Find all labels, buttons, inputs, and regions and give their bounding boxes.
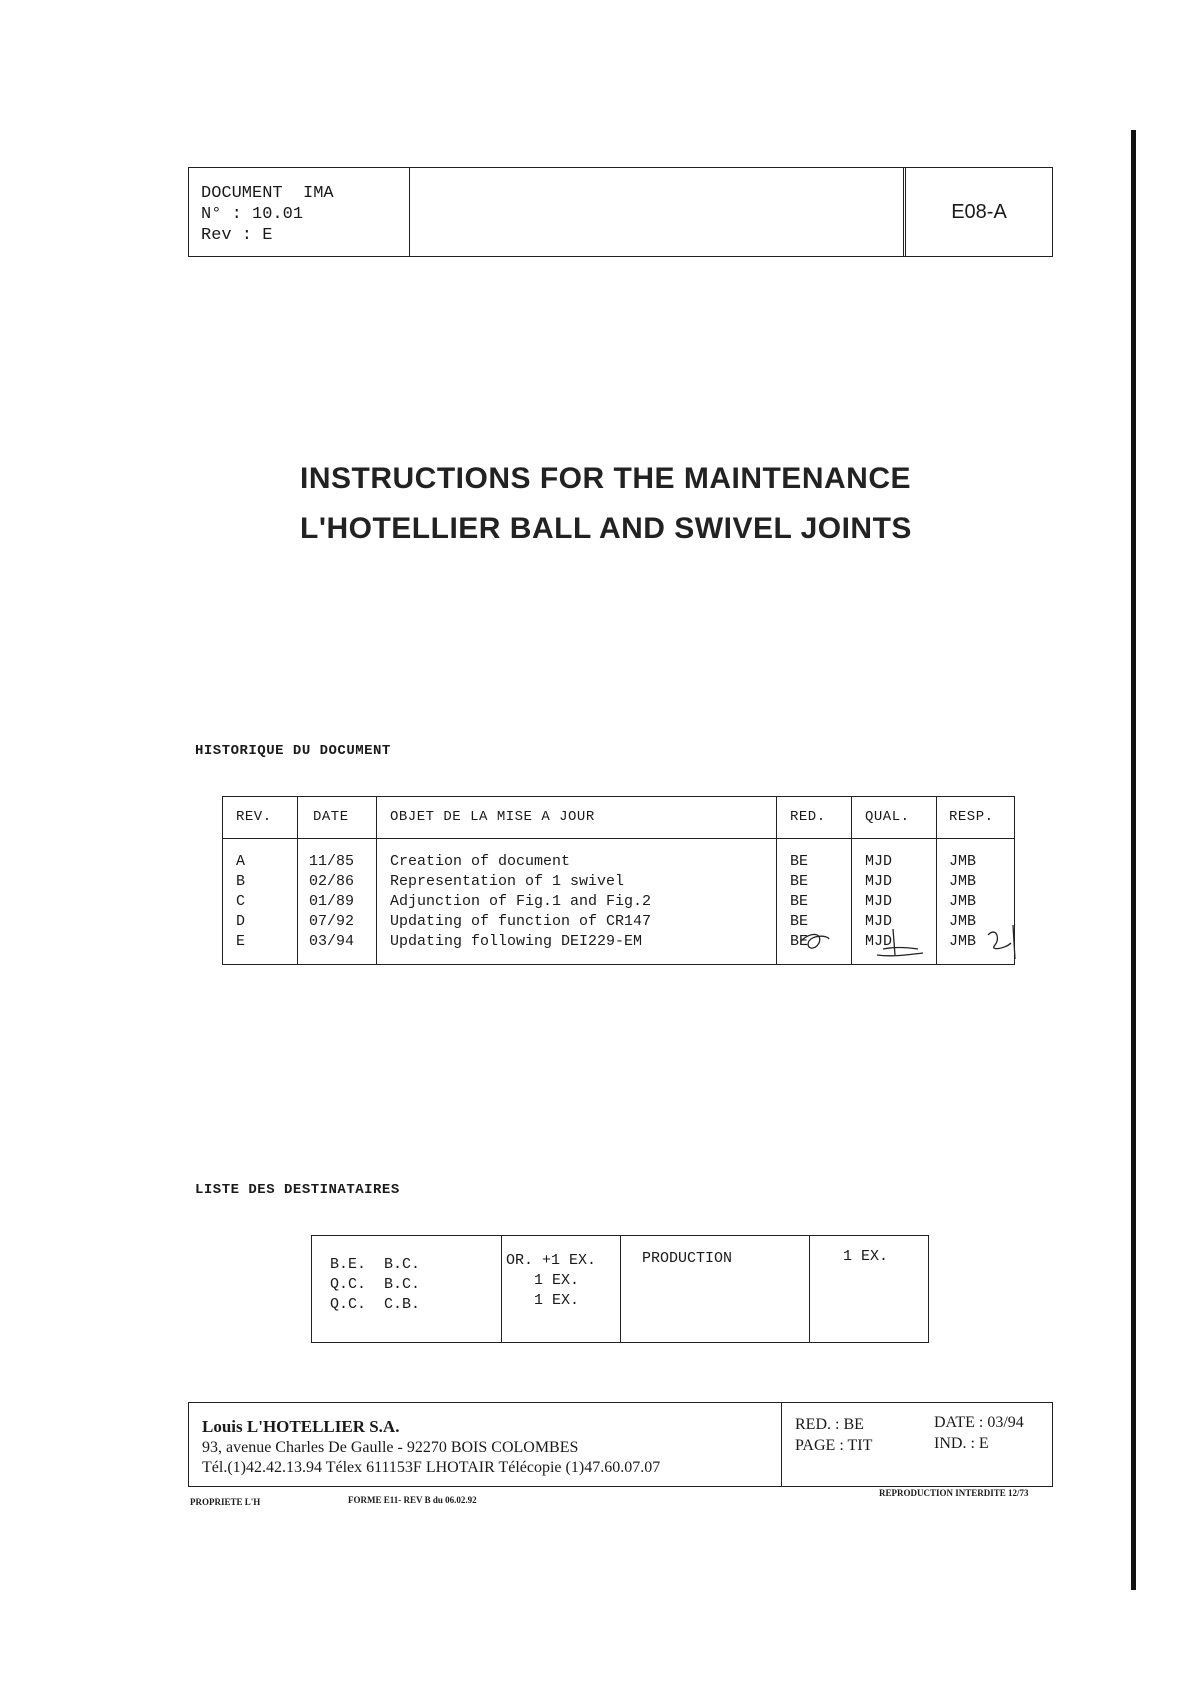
handwritten-initials: [783, 925, 1023, 961]
date-column: [309, 852, 354, 952]
table-row: A: [236, 853, 246, 870]
company-contact: Tél.(1)42.42.13.94 Télex 611153F LHOTAIR Télécopie (1)47.60.07.07: [202, 1459, 661, 1476]
title-line-1: INSTRUCTIONS FOR THE MAINTENANCE: [300, 462, 911, 495]
table-cell: MJD: [865, 893, 893, 910]
footer-date: DATE : 03/94: [934, 1414, 1024, 1431]
recipient-3: Q.C. C.B.: [330, 1296, 421, 1313]
distribution-heading: LISTE DES DESTINATAIRES: [195, 1182, 400, 1198]
col-red: RED.: [790, 809, 826, 825]
table-cell: 02/86: [309, 873, 355, 890]
table-cell: 11/85: [309, 853, 355, 870]
table-cell: JMB: [949, 933, 977, 950]
title-line-2: L'HOTELLIER BALL AND SWIVEL JOINTS: [300, 512, 912, 545]
recipient-1: B.E. B.C.: [330, 1256, 421, 1273]
document-code: E08-A: [903, 168, 1052, 256]
table-cell: Updating of function of CR147: [390, 913, 652, 930]
table-cell: MJD: [865, 873, 893, 890]
company-footer: [188, 1402, 1053, 1487]
table-cell: MJD: [865, 853, 893, 870]
col-qual: QUAL.: [865, 809, 910, 825]
footer-page: PAGE : TIT: [795, 1437, 873, 1454]
table-cell: BE: [790, 933, 809, 950]
table-cell: 03/94: [309, 933, 355, 950]
production-label: PRODUCTION: [642, 1250, 733, 1267]
rev-column: [236, 852, 245, 952]
table-cell: JMB: [949, 893, 977, 910]
scan-edge: [1131, 130, 1136, 1590]
table-cell: BE: [790, 913, 809, 930]
table-cell: JMB: [949, 913, 977, 930]
document-type: DOCUMENT IMA: [201, 184, 334, 203]
table-cell: 01/89: [309, 893, 355, 910]
copies-3: 1 EX.: [534, 1292, 580, 1309]
copies-2: 1 EX.: [534, 1272, 580, 1289]
footer-red: RED. : BE: [795, 1416, 864, 1433]
table-cell: BE: [790, 893, 809, 910]
col-resp: RESP.: [949, 809, 994, 825]
table-cell: BE: [790, 873, 809, 890]
distribution-table: [311, 1235, 929, 1343]
table-cell: JMB: [949, 873, 977, 890]
table-cell: MJD: [865, 913, 893, 930]
table-cell: Creation of document: [390, 853, 571, 870]
table-cell: Adjunction of Fig.1 and Fig.2: [390, 893, 652, 910]
table-cell: MJD: [865, 933, 893, 950]
table-cell: Representation of 1 swivel: [390, 873, 625, 890]
company-name: Louis L'HOTELLIER S.A.: [202, 1417, 400, 1436]
col-rev: REV.: [236, 809, 272, 825]
form-reference: FORME E11- REV B du 06.02.92: [348, 1495, 477, 1505]
table-cell: JMB: [949, 853, 977, 870]
document-revision: Rev : E: [201, 226, 273, 245]
col-object: OBJET DE LA MISE A JOUR: [390, 809, 595, 825]
copies-1: OR. +1 EX.: [506, 1252, 597, 1269]
table-cell: BE: [790, 853, 809, 870]
footer-ind: IND. : E: [934, 1435, 989, 1452]
recipient-2: Q.C. B.C.: [330, 1276, 421, 1293]
document-header: [188, 167, 1053, 257]
col-date: DATE: [313, 809, 349, 825]
production-copies: 1 EX.: [843, 1248, 889, 1265]
table-row: D: [236, 913, 246, 930]
revision-table: [222, 796, 1015, 965]
table-row: B: [236, 873, 246, 890]
object-column: [390, 852, 651, 952]
table-cell: Updating following DEI229-EM: [390, 933, 643, 950]
table-row: E: [236, 933, 246, 950]
document-number: N° : 10.01: [201, 205, 304, 224]
table-cell: 07/92: [309, 913, 355, 930]
document-id-block: [189, 168, 410, 256]
reproduction-notice: REPRODUCTION INTERDITE 12/73: [879, 1488, 1029, 1498]
table-row: C: [236, 893, 246, 910]
company-address: 93, avenue Charles De Gaulle - 92270 BOIS COLOMBES: [202, 1439, 579, 1456]
property-mark: PROPRIETE L'H: [190, 1497, 261, 1507]
history-heading: HISTORIQUE DU DOCUMENT: [195, 743, 391, 759]
